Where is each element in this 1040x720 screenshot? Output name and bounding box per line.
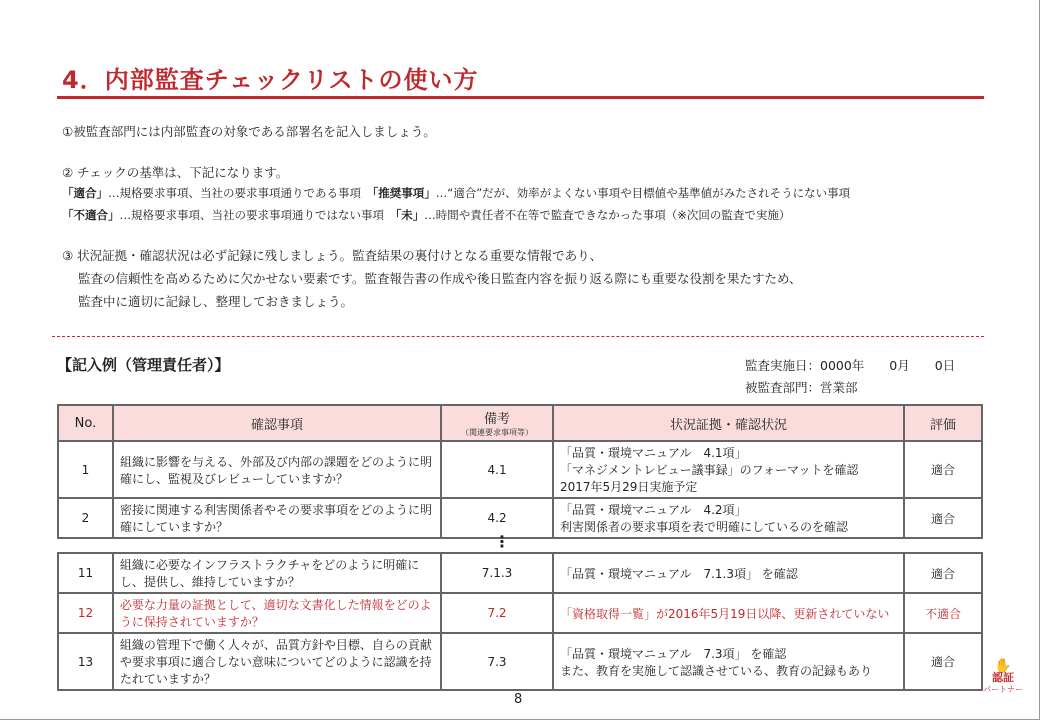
criteria-nonconform: 「不適合」: [62, 208, 120, 222]
row-note: 7.2: [441, 593, 553, 633]
row-no: 13: [58, 633, 113, 690]
row-note: 7.1.3: [441, 553, 553, 593]
intro-3-line-1: ③ 状況証拠・確認状況は必ず記録に残しましょう。監査結果の裏付けとなる重要な情報であり、: [62, 248, 603, 263]
criteria-text: …時間や責任者不在等で監査できなかった事項（※次回の監査で実施）: [424, 208, 791, 222]
row-item: 組織に必要なインフラストラクチャをどのように明確にし、提供し、維持していますか？: [113, 553, 441, 593]
title-underline: [57, 96, 984, 99]
row-no: 12: [58, 593, 113, 633]
evidence-line: 「マネジメントレビュー議事録」のフォーマットを確認: [559, 463, 859, 477]
evidence-line: 「品質・環境マニュアル 7.3項」 を確認: [559, 646, 787, 661]
criteria-conform: 「適合」: [62, 186, 108, 200]
row-evidence: [553, 633, 904, 690]
row-item: 密接に関連する利害関係者やその要求事項をどのように明確にしていますか？: [113, 498, 441, 538]
audited-dept: 被監査部門：営業部: [745, 380, 858, 395]
intro-3-line-3: 監査中に適切に記録し、整理しておきましょう。: [78, 294, 354, 309]
intro-1: ①被監査部門には内部監査の対象である部署名を記入しましょう。: [62, 124, 436, 139]
criteria-recommend: 「推奨事項」: [372, 186, 436, 200]
evidence-line: 2017年5月29日実施予定: [559, 480, 698, 494]
brand-logo: [983, 660, 1023, 696]
header-note: [441, 405, 553, 441]
header-evidence: 状況証拠・確認状況: [553, 405, 904, 441]
header-item: 確認事項: [113, 405, 441, 441]
evidence-line: 「品質・環境マニュアル 4.2項」: [559, 503, 747, 517]
row-note: 7.3: [441, 633, 553, 690]
table-row: [58, 441, 982, 498]
header-note-label: 備考: [484, 412, 511, 427]
row-eval: 適合: [904, 498, 982, 538]
header-eval: 評価: [904, 405, 982, 441]
row-note: 4.2: [441, 498, 553, 538]
row-eval: 適合: [904, 553, 982, 593]
header-no: No.: [58, 405, 113, 441]
row-eval: 不適合: [904, 593, 982, 633]
row-no: 2: [58, 498, 113, 538]
criteria-text: …規格要求事項、当社の要求事項通りである事項: [108, 186, 373, 200]
row-no: 1: [58, 441, 113, 498]
table-row: [58, 633, 982, 690]
page-number: 8: [514, 692, 523, 707]
row-eval: 適合: [904, 441, 982, 498]
table-row: [58, 498, 982, 538]
example-label: 【記入例（管理責任者）】: [57, 356, 230, 374]
checklist-table-top: [57, 404, 983, 539]
criteria-line-1: [62, 185, 850, 201]
intro-3-line-2: 監査の信頼性を高めるために欠かせない要素です。監査報告書の作成や後日監査内容を振り返る際にも重要な役割を果たすため、: [78, 271, 802, 286]
evidence-line: 「資格取得一覧」が2016年5月19日以降、更新されていない: [559, 606, 890, 621]
dashed-divider: [52, 336, 984, 337]
row-evidence: [553, 593, 904, 633]
row-item: 組織の管理下で働く人々が、品質方針や目標、自らの貢献や要求事項に適合しない意味についてどのように認識を持たれていますか？: [113, 633, 441, 690]
row-item: 組織に影響を与える、外部及び内部の課題をどのように明確にし、監視及びレビューしていますか？: [113, 441, 441, 498]
ellipsis: ⋮: [494, 532, 510, 551]
row-evidence: [553, 441, 904, 498]
criteria-line-2: [62, 207, 790, 223]
audit-date: 監査実施日：0000年 0月 0日: [745, 358, 956, 373]
logo-line-1: 認証: [992, 671, 1014, 684]
evidence-line: 「品質・環境マニュアル 7.1.3項」 を確認: [559, 566, 798, 581]
handshake-icon: ✋: [994, 658, 1012, 674]
row-note: 4.1: [441, 441, 553, 498]
table-row: [58, 593, 982, 633]
criteria-unchecked: 「未」: [395, 208, 425, 222]
evidence-line: 「品質・環境マニュアル 4.1項」: [559, 446, 747, 460]
table-row: [58, 553, 982, 593]
header-note-sub: （関連要求事項等）: [461, 428, 534, 437]
intro-2: ② チェックの基準は、下記になります。: [62, 165, 289, 180]
evidence-line: 利害関係者の要求事項を表で明確にしているのを確認: [559, 520, 848, 534]
row-no: 11: [58, 553, 113, 593]
row-item: 必要な力量の証拠として、適切な文書化した情報をどのように保持されていますか？: [113, 593, 441, 633]
checklist-table-bottom: [57, 552, 983, 691]
criteria-text: …規格要求事項、当社の要求事項通りではない事項: [119, 208, 396, 222]
evidence-line: また、教育を実施して認識させている、教育の記録もあり: [559, 663, 872, 678]
row-evidence: [553, 553, 904, 593]
page-title: 4．内部監査チェックリストの使い方: [62, 66, 479, 94]
criteria-text: …“適合”だが、効率がよくない事項や目標値や基準値がみたされそうにない事項: [435, 186, 851, 200]
row-evidence: [553, 498, 904, 538]
row-eval: 適合: [904, 633, 982, 690]
logo-line-2: パートナー: [983, 685, 1023, 694]
